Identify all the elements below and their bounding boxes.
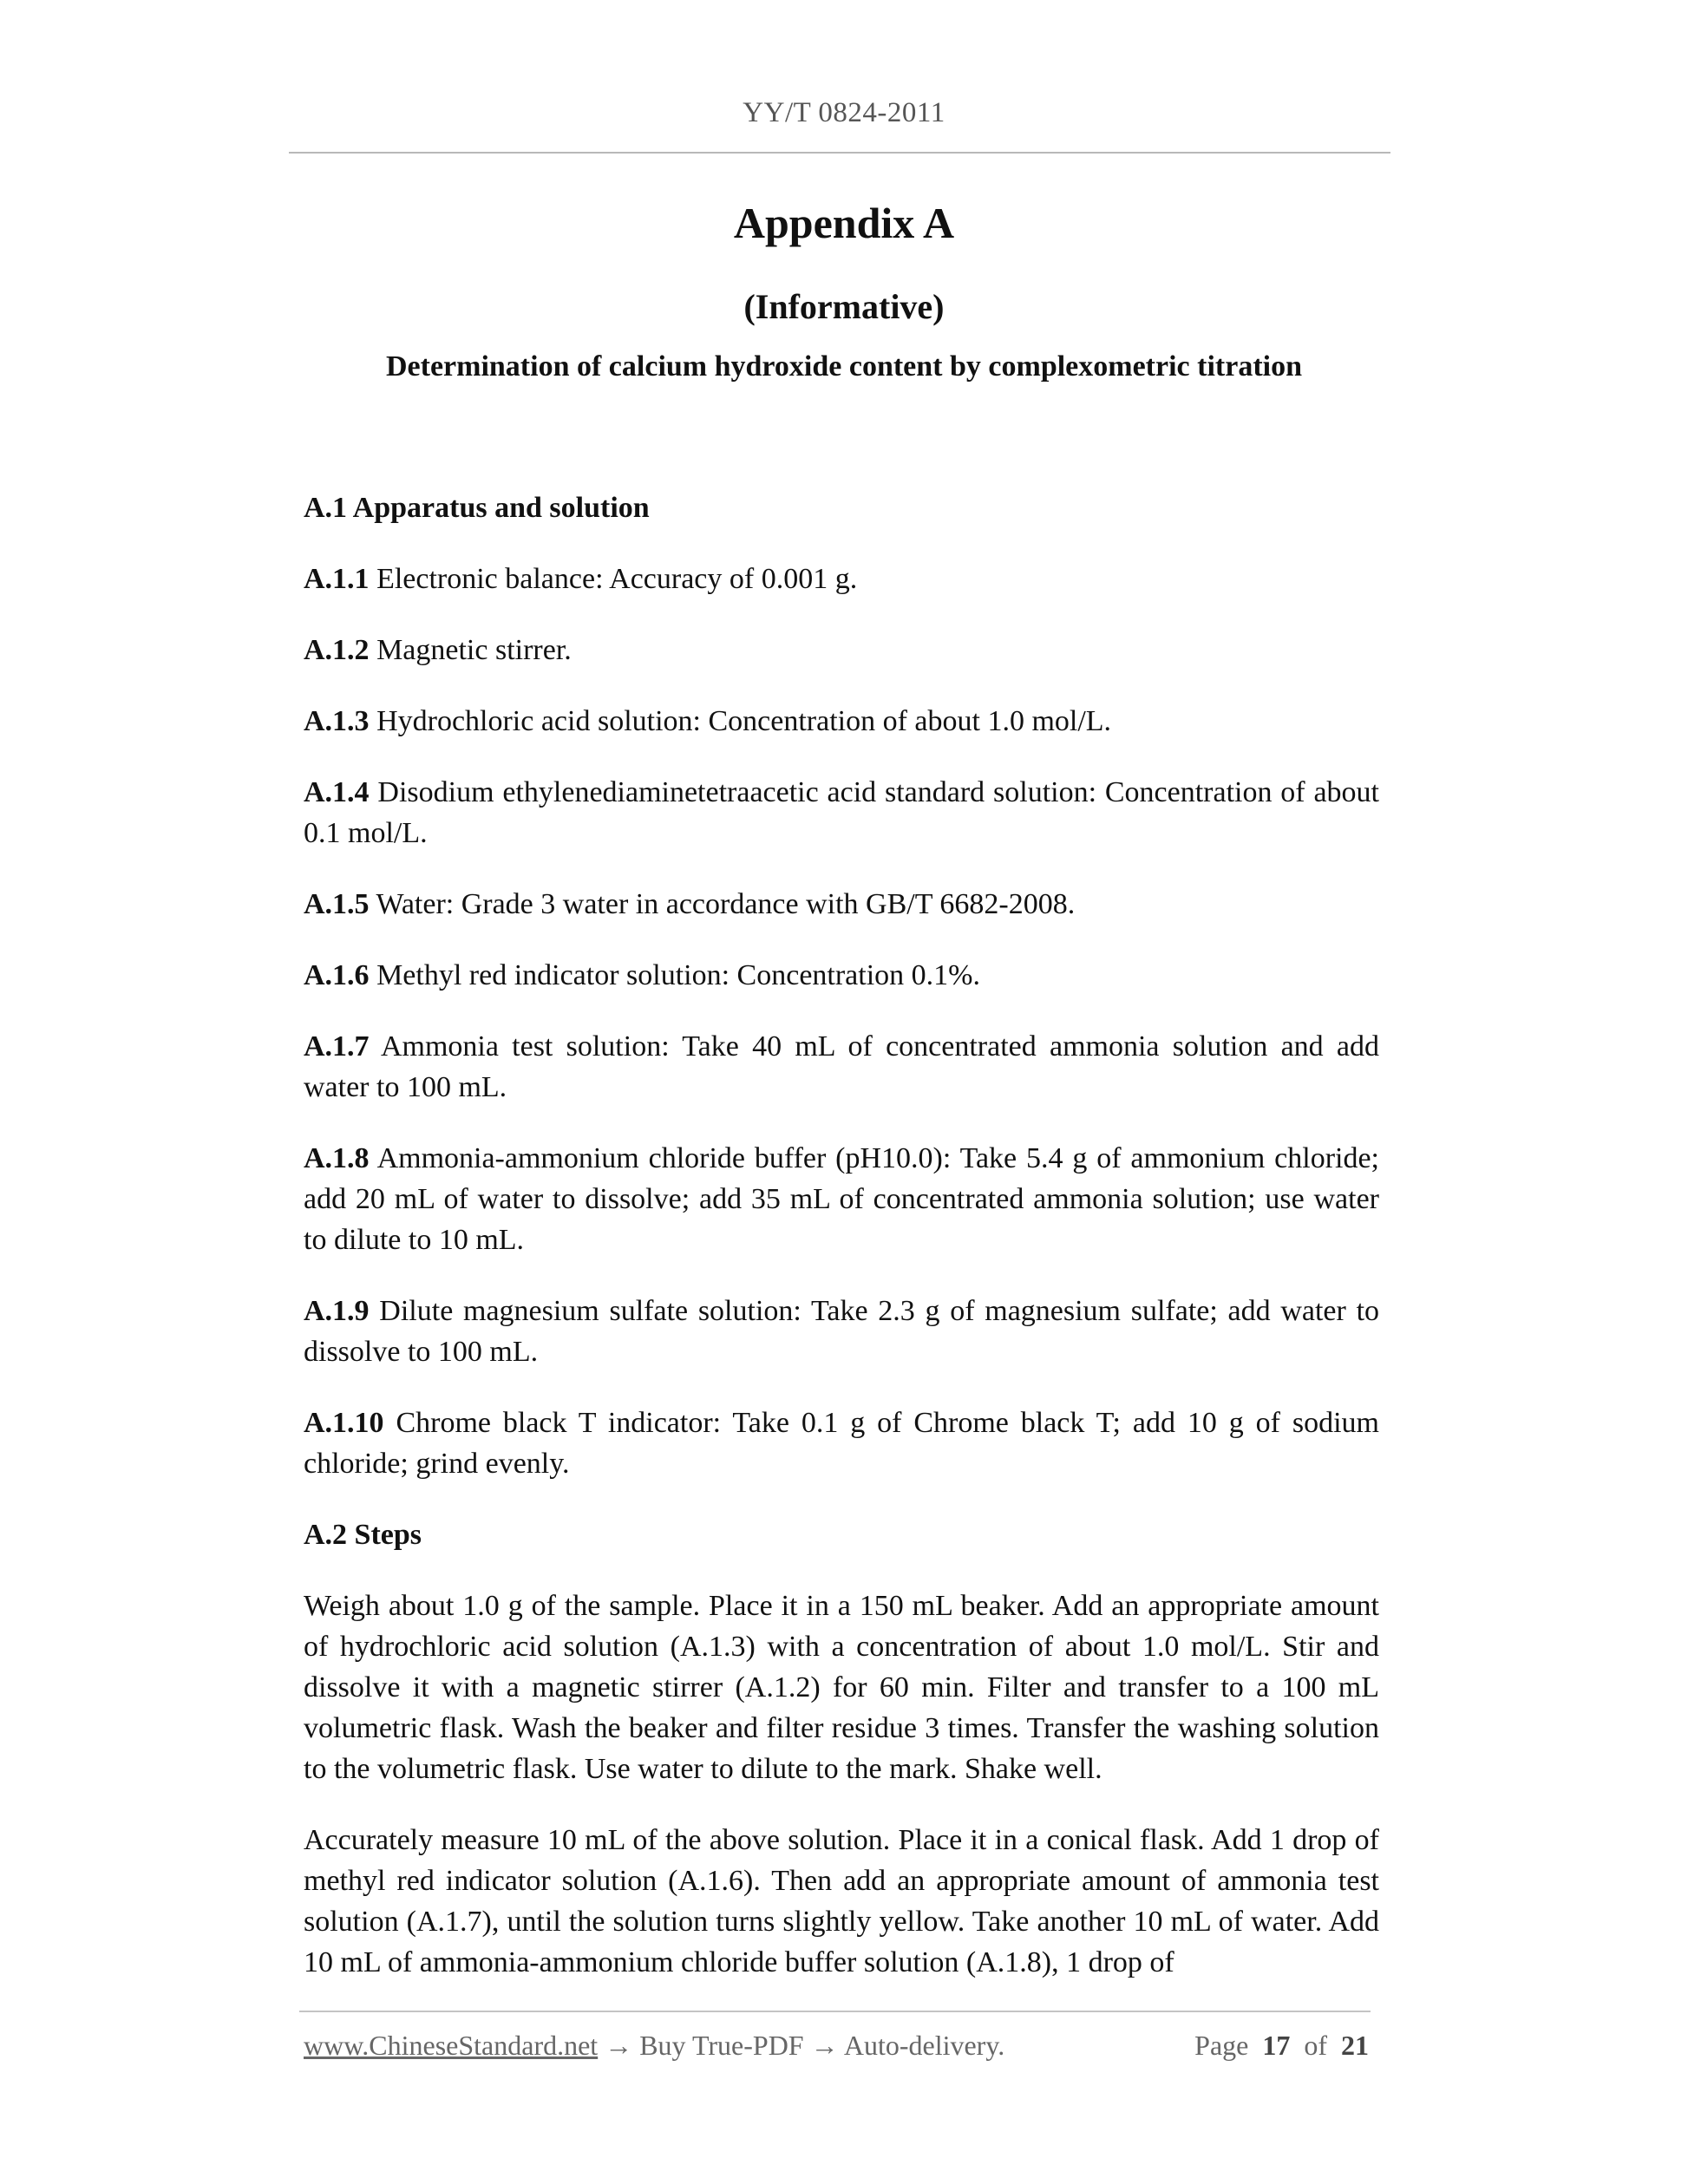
clause-text: Magnetic stirrer. [376,634,572,666]
clause-a1-4 [304,772,1379,853]
page-total: 21 [1341,2030,1369,2061]
clause-text: Ammonia test solution: Take 40 mL of concentrated ammonia solution and add water to 100 mL. [304,1030,1379,1103]
clause-text: Disodium ethylenediaminetetraacetic acid standard solution: Concentration of about 0.1 mol/L. [304,776,1380,849]
clause-number: A.1.5 [304,888,370,920]
site-link[interactable]: www.ChineseStandard.net [304,2030,599,2061]
page-of: of [1304,2030,1327,2061]
footer-promo [304,2030,1004,2062]
clause-number: A.1.4 [304,776,370,808]
section-heading-a2: A.2 Steps [304,1519,422,1551]
section-heading-a1: A.1 Apparatus and solution [304,492,650,524]
clause-a1-9 [304,1291,1379,1372]
header-standard-code: YY/T 0824-2011 [743,97,945,128]
page-current: 17 [1262,2030,1291,2061]
page-label: Page [1194,2030,1249,2061]
clause-text: Methyl red indicator solution: Concentration 0.1%. [376,959,980,991]
clause-text: Water: Grade 3 water in accordance with GB/T 6682-2008. [376,888,1076,920]
clause-text: Ammonia-ammonium chloride buffer (pH10.0): Take 5.4 g of ammonium chloride; add 20 mL of water to dissolve; add 35 mL of concentrated ammonia solution; use water to dilute to 10 mL. [304,1142,1380,1256]
clause-number: A.1.10 [304,1407,384,1439]
clause-text: Hydrochloric acid solution: Concentration of about 1.0 mol/L. [376,705,1112,737]
appendix-subtitle: (Informative) [743,287,945,326]
clause-a1-1 [304,559,1379,599]
clause-a1-5 [304,884,1379,925]
document-body [304,487,1379,2013]
header-divider [289,152,1390,154]
clause-number: A.1.1 [304,563,370,595]
footer-promo-text: → Buy True-PDF → Auto-delivery. [605,2030,1005,2061]
clause-a1-6 [304,955,1379,996]
clause-a1-8 [304,1138,1379,1260]
clause-text: Dilute magnesium sulfate solution: Take 2.3 g of magnesium sulfate; add water to dissolve to 100 mL. [304,1295,1380,1368]
clause-a1-2 [304,630,1379,670]
steps-paragraph-2: Accurately measure 10 mL of the above solution. Place it in a conical flask. Add 1 drop of methyl red indicator solution (A.1.6). Then add an appropriate amount of ammonia test solution (A.1.7), until the solution turns slightly yellow. Take another 10 mL of water. Add 10 mL of ammonia-ammonium chloride buffer solution (A.1.8), 1 drop of [304,1824,1379,1978]
clause-number: A.1.2 [304,634,370,666]
appendix-heading: Determination of calcium hydroxide content by complexometric titration [385,350,1302,383]
clause-text: Electronic balance: Accuracy of 0.001 g. [376,563,858,595]
clause-number: A.1.8 [304,1142,370,1174]
clause-text: Chrome black T indicator: Take 0.1 g of Chrome black T; add 10 g of sodium chloride; grind evenly. [304,1407,1379,1480]
page-number [1194,2030,1369,2062]
footer-divider [299,2011,1371,2012]
clause-a1-3 [304,701,1379,742]
steps-paragraph-1: Weigh about 1.0 g of the sample. Place it in a 150 mL beaker. Add an appropriate amount of hydrochloric acid solution (A.1.3) with a concentration of about 1.0 mol/L. Stir and dissolve it with a magnetic stirrer (A.1.2) for 60 min. Filter and transfer to a 100 mL volumetric flask. Wash the beaker and filter residue 3 times. Transfer the washing solution to the volumetric flask. Use water to dilute to the mark. Shake well. [304,1590,1379,1785]
clause-number: A.1.6 [304,959,370,991]
clause-number: A.1.7 [304,1030,370,1063]
clause-a1-10 [304,1403,1379,1484]
clause-a1-7 [304,1026,1379,1108]
clause-number: A.1.3 [304,705,370,737]
clause-number: A.1.9 [304,1295,370,1327]
appendix-title: Appendix A [733,199,955,247]
